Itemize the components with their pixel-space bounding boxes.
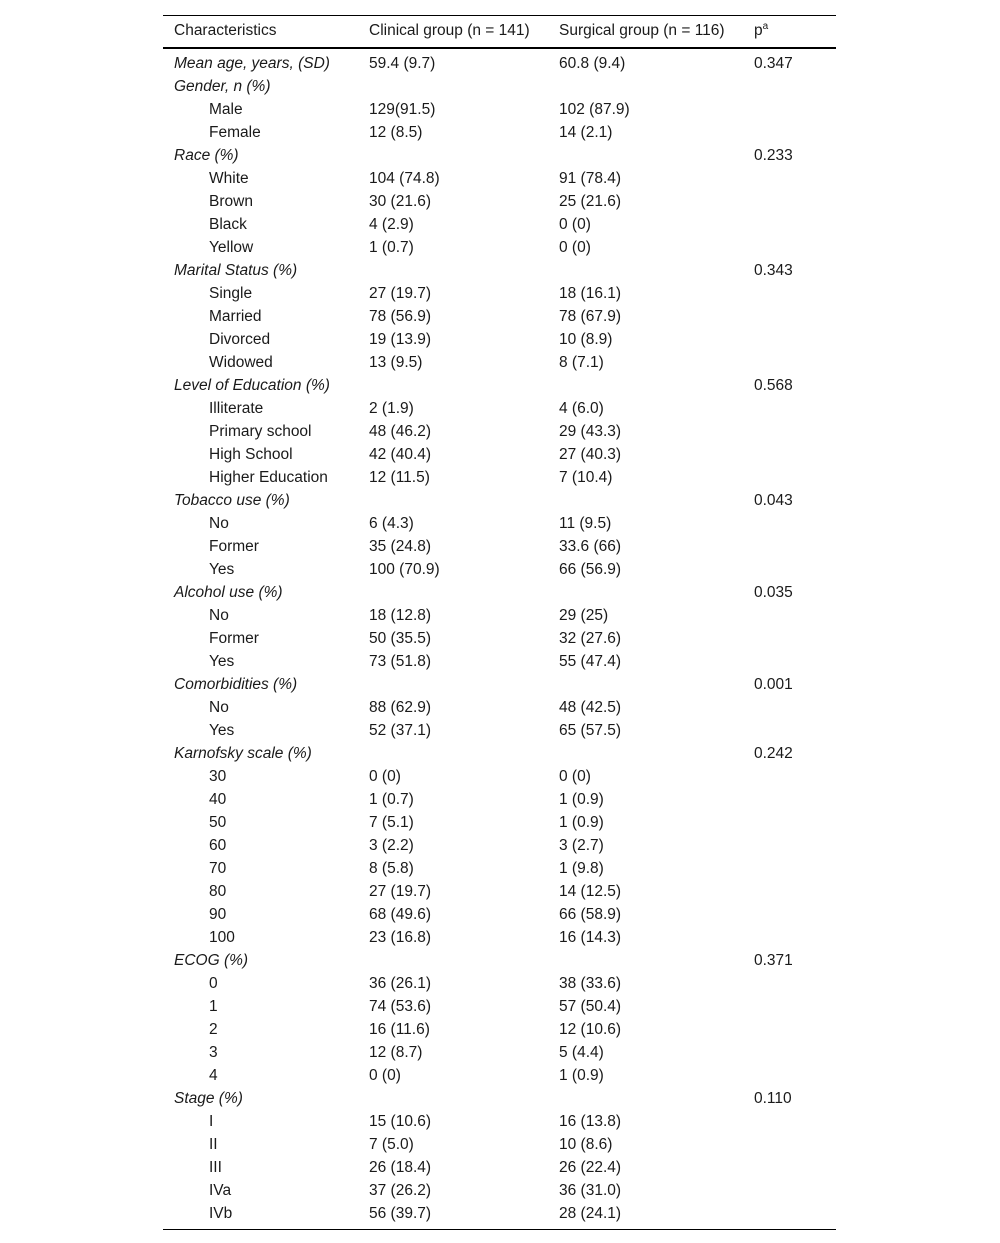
clinical-value: 13 (9.5) xyxy=(369,353,423,371)
subcategory-label: Single xyxy=(209,284,253,302)
surgical-value xyxy=(556,581,751,604)
p-value xyxy=(751,811,836,834)
clinical-value: 19 (13.9) xyxy=(369,330,432,348)
clinical-value: 78 (56.9) xyxy=(369,307,432,325)
table-row xyxy=(163,1064,836,1087)
surgical-value: 25 (21.6) xyxy=(559,192,622,210)
clinical-value: 7 (5.0) xyxy=(369,1135,414,1153)
subcategory-label: High School xyxy=(209,445,293,463)
subcategory-label: 0 xyxy=(209,974,218,992)
header-clinical-group: Clinical group (n = 141) xyxy=(366,16,556,48)
p-value: 0.343 xyxy=(754,261,793,279)
surgical-value: 65 (57.5) xyxy=(559,721,622,739)
subcategory-label: 70 xyxy=(209,859,227,877)
header-p-footnote-marker: a xyxy=(762,21,769,33)
surgical-value: 27 (40.3) xyxy=(559,445,622,463)
table-row xyxy=(163,305,836,328)
clinical-value: 129(91.5) xyxy=(369,100,436,118)
subcategory-label: 30 xyxy=(209,767,227,785)
clinical-value: 1 (0.7) xyxy=(369,790,414,808)
table-row xyxy=(163,627,836,650)
category-row xyxy=(163,949,836,972)
surgical-value: 32 (27.6) xyxy=(559,629,622,647)
category-label: Karnofsky scale (%) xyxy=(174,744,312,762)
surgical-value xyxy=(556,75,751,98)
table-row xyxy=(163,328,836,351)
subcategory-label: Yellow xyxy=(209,238,254,256)
clinical-value: 2 (1.9) xyxy=(369,399,414,417)
category-row xyxy=(163,1087,836,1110)
category-label: ECOG (%) xyxy=(174,951,249,969)
clinical-value xyxy=(366,489,556,512)
subcategory-label: 2 xyxy=(209,1020,218,1038)
p-value: 0.347 xyxy=(754,54,793,72)
p-value: 0.043 xyxy=(754,491,793,509)
clinical-value xyxy=(366,259,556,282)
surgical-value: 4 (6.0) xyxy=(559,399,604,417)
p-value xyxy=(751,558,836,581)
clinical-value: 27 (19.7) xyxy=(369,284,432,302)
surgical-value: 14 (2.1) xyxy=(559,123,613,141)
subcategory-label: Yes xyxy=(209,560,235,578)
category-row xyxy=(163,489,836,512)
header-surgical-group: Surgical group (n = 116) xyxy=(556,16,751,48)
table-row xyxy=(163,788,836,811)
p-value xyxy=(751,466,836,489)
surgical-value xyxy=(556,742,751,765)
surgical-value xyxy=(556,259,751,282)
subcategory-label: Brown xyxy=(209,192,253,210)
p-value xyxy=(751,213,836,236)
surgical-value: 0 (0) xyxy=(559,767,591,785)
p-value xyxy=(751,696,836,719)
p-value xyxy=(751,190,836,213)
surgical-value: 57 (50.4) xyxy=(559,997,622,1015)
category-label: Marital Status (%) xyxy=(174,261,298,279)
subcategory-label: Higher Education xyxy=(209,468,328,486)
table-row xyxy=(163,1041,836,1064)
subcategory-label: IVb xyxy=(209,1204,233,1222)
table-row xyxy=(163,213,836,236)
category-row xyxy=(163,48,836,75)
table-row xyxy=(163,121,836,144)
clinical-value: 48 (46.2) xyxy=(369,422,432,440)
surgical-value: 0 (0) xyxy=(559,215,591,233)
surgical-value: 66 (58.9) xyxy=(559,905,622,923)
subcategory-label: Yes xyxy=(209,652,235,670)
surgical-value: 12 (10.6) xyxy=(559,1020,622,1038)
table-body xyxy=(163,48,836,1230)
p-value xyxy=(751,880,836,903)
subcategory-label: 50 xyxy=(209,813,227,831)
p-value xyxy=(751,305,836,328)
p-value: 0.110 xyxy=(754,1089,792,1107)
p-value xyxy=(751,1156,836,1179)
subcategory-label: Yes xyxy=(209,721,235,739)
surgical-value: 91 (78.4) xyxy=(559,169,622,187)
clinical-value xyxy=(366,1087,556,1110)
p-value xyxy=(751,1202,836,1230)
category-label: Mean age, years, (SD) xyxy=(174,54,330,72)
subcategory-label: 100 xyxy=(209,928,235,946)
surgical-value xyxy=(556,374,751,397)
clinical-value: 27 (19.7) xyxy=(369,882,432,900)
clinical-value: 3 (2.2) xyxy=(369,836,414,854)
table-row xyxy=(163,167,836,190)
surgical-value: 3 (2.7) xyxy=(559,836,604,854)
category-label: Tobacco use (%) xyxy=(174,491,290,509)
subcategory-label: No xyxy=(209,606,229,624)
clinical-value: 88 (62.9) xyxy=(369,698,432,716)
table-row xyxy=(163,1110,836,1133)
clinical-value: 30 (21.6) xyxy=(369,192,432,210)
surgical-value: 1 (0.9) xyxy=(559,813,604,831)
table-row xyxy=(163,466,836,489)
p-value xyxy=(751,604,836,627)
surgical-value xyxy=(556,489,751,512)
clinical-value: 104 (74.8) xyxy=(369,169,440,187)
p-value xyxy=(751,1110,836,1133)
clinical-value: 68 (49.6) xyxy=(369,905,432,923)
clinical-value: 1 (0.7) xyxy=(369,238,414,256)
table-row xyxy=(163,535,836,558)
clinical-value: 100 (70.9) xyxy=(369,560,440,578)
clinical-value: 0 (0) xyxy=(369,1066,401,1084)
subcategory-label: Female xyxy=(209,123,261,141)
clinical-value: 59.4 (9.7) xyxy=(369,54,436,72)
subcategory-label: Primary school xyxy=(209,422,312,440)
clinical-value xyxy=(366,144,556,167)
clinical-value: 50 (35.5) xyxy=(369,629,432,647)
surgical-value: 5 (4.4) xyxy=(559,1043,604,1061)
category-row xyxy=(163,259,836,282)
surgical-value: 36 (31.0) xyxy=(559,1181,622,1199)
subcategory-label: Married xyxy=(209,307,262,325)
clinical-value xyxy=(366,75,556,98)
category-label: Race (%) xyxy=(174,146,239,164)
subcategory-label: IVa xyxy=(209,1181,232,1199)
table-row xyxy=(163,857,836,880)
p-value xyxy=(751,719,836,742)
surgical-value: 33.6 (66) xyxy=(559,537,622,555)
surgical-value xyxy=(556,949,751,972)
surgical-value: 26 (22.4) xyxy=(559,1158,622,1176)
clinical-value: 8 (5.8) xyxy=(369,859,414,877)
subcategory-label: 3 xyxy=(209,1043,218,1061)
surgical-value: 1 (0.9) xyxy=(559,790,604,808)
table-row xyxy=(163,926,836,949)
surgical-value: 0 (0) xyxy=(559,238,591,256)
subcategory-label: Former xyxy=(209,537,259,555)
surgical-value: 29 (25) xyxy=(559,606,609,624)
surgical-value: 14 (12.5) xyxy=(559,882,622,900)
table-row xyxy=(163,650,836,673)
table-row xyxy=(163,604,836,627)
table-row xyxy=(163,903,836,926)
category-label: Comorbidities (%) xyxy=(174,675,298,693)
table-row xyxy=(163,512,836,535)
p-value xyxy=(751,167,836,190)
table-row xyxy=(163,972,836,995)
header-row xyxy=(163,16,836,48)
subcategory-label: III xyxy=(209,1158,222,1176)
subcategory-label: No xyxy=(209,514,229,532)
table-row xyxy=(163,880,836,903)
table-header xyxy=(163,16,836,48)
p-value xyxy=(751,420,836,443)
p-value xyxy=(751,236,836,259)
p-value xyxy=(751,1133,836,1156)
table-row xyxy=(163,811,836,834)
table-row xyxy=(163,397,836,420)
category-row xyxy=(163,742,836,765)
p-value xyxy=(751,1179,836,1202)
p-value xyxy=(751,512,836,535)
table-row xyxy=(163,1018,836,1041)
category-row xyxy=(163,144,836,167)
p-value xyxy=(751,98,836,121)
clinical-value xyxy=(366,374,556,397)
subcategory-label: Former xyxy=(209,629,259,647)
p-value: 0.035 xyxy=(754,583,793,601)
table-row xyxy=(163,719,836,742)
clinical-value: 35 (24.8) xyxy=(369,537,432,555)
clinical-value: 73 (51.8) xyxy=(369,652,432,670)
surgical-value: 1 (9.8) xyxy=(559,859,604,877)
clinical-value: 0 (0) xyxy=(369,767,401,785)
clinical-value: 12 (11.5) xyxy=(369,468,430,486)
table-row xyxy=(163,1156,836,1179)
category-label: Gender, n (%) xyxy=(174,77,271,95)
p-value xyxy=(751,995,836,1018)
category-row xyxy=(163,374,836,397)
header-p-base: p xyxy=(754,22,763,40)
category-label: Level of Education (%) xyxy=(174,376,330,394)
surgical-value xyxy=(556,144,751,167)
surgical-value: 7 (10.4) xyxy=(559,468,613,486)
surgical-value: 10 (8.6) xyxy=(559,1135,613,1153)
table-row xyxy=(163,98,836,121)
characteristics-table xyxy=(163,15,836,1230)
category-row xyxy=(163,581,836,604)
surgical-value: 48 (42.5) xyxy=(559,698,622,716)
clinical-value xyxy=(366,949,556,972)
clinical-value: 23 (16.8) xyxy=(369,928,432,946)
surgical-value: 102 (87.9) xyxy=(559,100,630,118)
p-value xyxy=(751,535,836,558)
subcategory-label: II xyxy=(209,1135,218,1153)
p-value: 0.001 xyxy=(754,675,793,693)
clinical-value: 37 (26.2) xyxy=(369,1181,432,1199)
clinical-value: 15 (10.6) xyxy=(369,1112,432,1130)
surgical-value: 60.8 (9.4) xyxy=(559,54,626,72)
p-value xyxy=(751,627,836,650)
p-value xyxy=(751,765,836,788)
table-row xyxy=(163,190,836,213)
table-row xyxy=(163,351,836,374)
p-value xyxy=(751,834,836,857)
clinical-value: 6 (4.3) xyxy=(369,514,414,532)
surgical-value: 10 (8.9) xyxy=(559,330,613,348)
clinical-value: 12 (8.7) xyxy=(369,1043,423,1061)
clinical-value xyxy=(366,581,556,604)
p-value xyxy=(751,328,836,351)
surgical-value: 66 (56.9) xyxy=(559,560,622,578)
table-row xyxy=(163,1202,836,1230)
p-value: 0.242 xyxy=(754,744,793,762)
subcategory-label: Black xyxy=(209,215,247,233)
surgical-value: 38 (33.6) xyxy=(559,974,622,992)
p-value xyxy=(751,121,836,144)
surgical-value: 16 (14.3) xyxy=(559,928,622,946)
table-row xyxy=(163,995,836,1018)
clinical-value xyxy=(366,742,556,765)
surgical-value: 11 (9.5) xyxy=(559,514,612,532)
subcategory-label: 4 xyxy=(209,1066,218,1084)
table-row xyxy=(163,834,836,857)
p-value xyxy=(751,1064,836,1087)
subcategory-label: 90 xyxy=(209,905,227,923)
category-row xyxy=(163,75,836,98)
surgical-value: 78 (67.9) xyxy=(559,307,622,325)
p-value xyxy=(751,972,836,995)
clinical-value xyxy=(366,673,556,696)
surgical-value xyxy=(556,673,751,696)
category-label: Stage (%) xyxy=(174,1089,243,1107)
characteristics-table-container xyxy=(163,15,836,1230)
header-p-value xyxy=(751,16,836,48)
p-value xyxy=(751,397,836,420)
surgical-value xyxy=(556,1087,751,1110)
subcategory-label: Widowed xyxy=(209,353,273,371)
subcategory-label: 40 xyxy=(209,790,227,808)
subcategory-label: Divorced xyxy=(209,330,271,348)
p-value xyxy=(751,443,836,466)
subcategory-label: I xyxy=(209,1112,214,1130)
surgical-value: 55 (47.4) xyxy=(559,652,622,670)
clinical-value: 52 (37.1) xyxy=(369,721,432,739)
p-value xyxy=(751,1041,836,1064)
p-value: 0.233 xyxy=(754,146,793,164)
table-row xyxy=(163,696,836,719)
subcategory-label: Illiterate xyxy=(209,399,264,417)
surgical-value: 8 (7.1) xyxy=(559,353,604,371)
clinical-value: 26 (18.4) xyxy=(369,1158,432,1176)
surgical-value: 18 (16.1) xyxy=(559,284,622,302)
clinical-value: 42 (40.4) xyxy=(369,445,432,463)
p-value xyxy=(751,351,836,374)
table-row xyxy=(163,1179,836,1202)
clinical-value: 16 (11.6) xyxy=(369,1020,430,1038)
table-row xyxy=(163,443,836,466)
p-value xyxy=(751,650,836,673)
category-row xyxy=(163,673,836,696)
surgical-value: 29 (43.3) xyxy=(559,422,622,440)
clinical-value: 4 (2.9) xyxy=(369,215,414,233)
subcategory-label: No xyxy=(209,698,229,716)
table-row xyxy=(163,558,836,581)
subcategory-label: Male xyxy=(209,100,243,118)
clinical-value: 74 (53.6) xyxy=(369,997,432,1015)
clinical-value: 36 (26.1) xyxy=(369,974,432,992)
p-value xyxy=(751,282,836,305)
p-value xyxy=(751,788,836,811)
surgical-value: 1 (0.9) xyxy=(559,1066,604,1084)
table-row xyxy=(163,236,836,259)
subcategory-label: 1 xyxy=(209,997,218,1015)
surgical-value: 16 (13.8) xyxy=(559,1112,622,1130)
surgical-value: 28 (24.1) xyxy=(559,1204,622,1222)
table-row xyxy=(163,1133,836,1156)
clinical-value: 56 (39.7) xyxy=(369,1204,432,1222)
p-value xyxy=(751,1018,836,1041)
table-row xyxy=(163,420,836,443)
p-value: 0.371 xyxy=(754,951,793,969)
p-value xyxy=(751,926,836,949)
p-value: 0.568 xyxy=(754,376,793,394)
clinical-value: 7 (5.1) xyxy=(369,813,414,831)
clinical-value: 18 (12.8) xyxy=(369,606,432,624)
table-row xyxy=(163,765,836,788)
subcategory-label: White xyxy=(209,169,249,187)
table-row xyxy=(163,282,836,305)
clinical-value: 12 (8.5) xyxy=(369,123,423,141)
p-value xyxy=(751,857,836,880)
category-label: Alcohol use (%) xyxy=(174,583,283,601)
p-value xyxy=(751,903,836,926)
subcategory-label: 60 xyxy=(209,836,227,854)
subcategory-label: 80 xyxy=(209,882,227,900)
header-characteristics: Characteristics xyxy=(163,16,366,48)
p-value xyxy=(751,75,836,98)
